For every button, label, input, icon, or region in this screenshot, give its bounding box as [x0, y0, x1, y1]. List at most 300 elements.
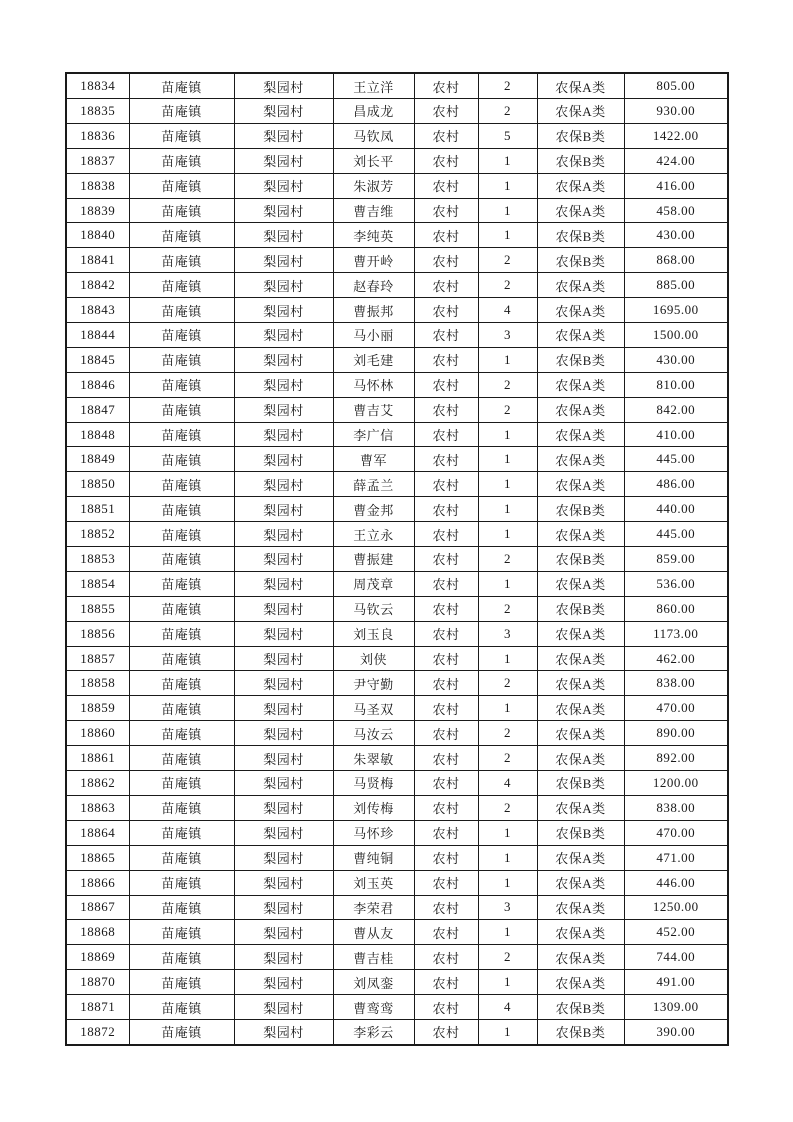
- cell-residence-type: 农村: [414, 497, 478, 522]
- cell-village: 梨园村: [234, 198, 333, 223]
- cell-town: 苗庵镇: [129, 771, 234, 796]
- cell-person-name: 刘玉良: [333, 621, 414, 646]
- cell-amount: 842.00: [624, 397, 728, 422]
- cell-town: 苗庵镇: [129, 1019, 234, 1045]
- cell-town: 苗庵镇: [129, 547, 234, 572]
- cell-person-count: 5: [478, 123, 537, 148]
- table-row: [66, 746, 728, 771]
- cell-insurance-category: 农保A类: [537, 472, 624, 497]
- cell-insurance-category: 农保B类: [537, 248, 624, 273]
- cell-town: 苗庵镇: [129, 248, 234, 273]
- cell-serial-number: 18856: [66, 621, 129, 646]
- cell-residence-type: 农村: [414, 970, 478, 995]
- cell-amount: 1173.00: [624, 621, 728, 646]
- cell-residence-type: 农村: [414, 372, 478, 397]
- cell-insurance-category: 农保A类: [537, 945, 624, 970]
- cell-town: 苗庵镇: [129, 945, 234, 970]
- table-row: [66, 173, 728, 198]
- cell-insurance-category: 农保B类: [537, 995, 624, 1020]
- cell-person-count: 1: [478, 347, 537, 372]
- cell-village: 梨园村: [234, 621, 333, 646]
- cell-town: 苗庵镇: [129, 696, 234, 721]
- cell-insurance-category: 农保A类: [537, 621, 624, 646]
- cell-serial-number: 18871: [66, 995, 129, 1020]
- cell-amount: 1500.00: [624, 323, 728, 348]
- cell-amount: 536.00: [624, 571, 728, 596]
- cell-person-name: 马怀林: [333, 372, 414, 397]
- table-row: [66, 995, 728, 1020]
- cell-serial-number: 18859: [66, 696, 129, 721]
- cell-residence-type: 农村: [414, 721, 478, 746]
- table-row: [66, 223, 728, 248]
- cell-residence-type: 农村: [414, 248, 478, 273]
- cell-amount: 805.00: [624, 73, 728, 99]
- cell-person-count: 2: [478, 397, 537, 422]
- cell-insurance-category: 农保A类: [537, 372, 624, 397]
- table-row: [66, 820, 728, 845]
- cell-person-name: 曹吉桂: [333, 945, 414, 970]
- cell-residence-type: 农村: [414, 397, 478, 422]
- cell-serial-number: 18854: [66, 571, 129, 596]
- cell-village: 梨园村: [234, 347, 333, 372]
- cell-residence-type: 农村: [414, 422, 478, 447]
- cell-insurance-category: 农保A类: [537, 397, 624, 422]
- cell-person-count: 2: [478, 721, 537, 746]
- cell-town: 苗庵镇: [129, 273, 234, 298]
- table-row: [66, 571, 728, 596]
- cell-person-name: 曹振建: [333, 547, 414, 572]
- table-row: [66, 522, 728, 547]
- table-row: [66, 920, 728, 945]
- cell-person-name: 曹吉艾: [333, 397, 414, 422]
- cell-serial-number: 18862: [66, 771, 129, 796]
- cell-person-name: 王立洋: [333, 73, 414, 99]
- cell-insurance-category: 农保B类: [537, 497, 624, 522]
- cell-person-count: 1: [478, 223, 537, 248]
- cell-residence-type: 农村: [414, 273, 478, 298]
- cell-amount: 470.00: [624, 696, 728, 721]
- cell-person-count: 3: [478, 621, 537, 646]
- cell-person-name: 曹鸾鸾: [333, 995, 414, 1020]
- cell-person-name: 马钦云: [333, 596, 414, 621]
- cell-insurance-category: 农保A类: [537, 920, 624, 945]
- cell-insurance-category: 农保B类: [537, 820, 624, 845]
- cell-village: 梨园村: [234, 1019, 333, 1045]
- cell-residence-type: 农村: [414, 223, 478, 248]
- cell-residence-type: 农村: [414, 323, 478, 348]
- cell-person-name: 曹金邦: [333, 497, 414, 522]
- cell-town: 苗庵镇: [129, 397, 234, 422]
- cell-residence-type: 农村: [414, 99, 478, 124]
- cell-amount: 860.00: [624, 596, 728, 621]
- table-row: [66, 497, 728, 522]
- cell-village: 梨园村: [234, 173, 333, 198]
- cell-insurance-category: 农保B类: [537, 547, 624, 572]
- cell-person-name: 马贤梅: [333, 771, 414, 796]
- cell-person-name: 马汝云: [333, 721, 414, 746]
- cell-residence-type: 农村: [414, 148, 478, 173]
- cell-person-name: 王立永: [333, 522, 414, 547]
- cell-person-count: 1: [478, 970, 537, 995]
- cell-town: 苗庵镇: [129, 323, 234, 348]
- cell-person-name: 尹守勤: [333, 671, 414, 696]
- table-row: [66, 99, 728, 124]
- cell-person-count: 1: [478, 497, 537, 522]
- cell-insurance-category: 农保B类: [537, 148, 624, 173]
- cell-residence-type: 农村: [414, 347, 478, 372]
- cell-serial-number: 18850: [66, 472, 129, 497]
- cell-amount: 445.00: [624, 447, 728, 472]
- cell-serial-number: 18863: [66, 795, 129, 820]
- cell-serial-number: 18860: [66, 721, 129, 746]
- cell-village: 梨园村: [234, 746, 333, 771]
- table-row: [66, 447, 728, 472]
- cell-town: 苗庵镇: [129, 845, 234, 870]
- cell-person-count: 4: [478, 298, 537, 323]
- cell-serial-number: 18864: [66, 820, 129, 845]
- cell-amount: 838.00: [624, 671, 728, 696]
- cell-amount: 452.00: [624, 920, 728, 945]
- cell-amount: 1695.00: [624, 298, 728, 323]
- cell-insurance-category: 农保A类: [537, 571, 624, 596]
- cell-residence-type: 农村: [414, 995, 478, 1020]
- cell-town: 苗庵镇: [129, 148, 234, 173]
- cell-amount: 458.00: [624, 198, 728, 223]
- cell-insurance-category: 农保A类: [537, 323, 624, 348]
- cell-serial-number: 18837: [66, 148, 129, 173]
- cell-town: 苗庵镇: [129, 422, 234, 447]
- cell-town: 苗庵镇: [129, 497, 234, 522]
- cell-town: 苗庵镇: [129, 571, 234, 596]
- cell-residence-type: 农村: [414, 746, 478, 771]
- cell-serial-number: 18840: [66, 223, 129, 248]
- cell-town: 苗庵镇: [129, 522, 234, 547]
- cell-amount: 430.00: [624, 347, 728, 372]
- cell-village: 梨园村: [234, 721, 333, 746]
- cell-person-name: 马钦凤: [333, 123, 414, 148]
- cell-town: 苗庵镇: [129, 347, 234, 372]
- cell-person-count: 1: [478, 1019, 537, 1045]
- cell-amount: 838.00: [624, 795, 728, 820]
- cell-person-name: 李彩云: [333, 1019, 414, 1045]
- cell-village: 梨园村: [234, 596, 333, 621]
- cell-village: 梨园村: [234, 422, 333, 447]
- cell-person-count: 1: [478, 148, 537, 173]
- cell-town: 苗庵镇: [129, 795, 234, 820]
- cell-amount: 859.00: [624, 547, 728, 572]
- cell-village: 梨园村: [234, 273, 333, 298]
- cell-residence-type: 农村: [414, 795, 478, 820]
- cell-serial-number: 18855: [66, 596, 129, 621]
- cell-person-name: 昌成龙: [333, 99, 414, 124]
- cell-village: 梨园村: [234, 447, 333, 472]
- cell-town: 苗庵镇: [129, 173, 234, 198]
- cell-residence-type: 农村: [414, 845, 478, 870]
- cell-insurance-category: 农保A类: [537, 696, 624, 721]
- cell-town: 苗庵镇: [129, 123, 234, 148]
- cell-residence-type: 农村: [414, 596, 478, 621]
- cell-town: 苗庵镇: [129, 621, 234, 646]
- cell-amount: 744.00: [624, 945, 728, 970]
- table-row: [66, 248, 728, 273]
- cell-insurance-category: 农保A类: [537, 99, 624, 124]
- cell-serial-number: 18865: [66, 845, 129, 870]
- cell-amount: 892.00: [624, 746, 728, 771]
- cell-person-name: 马怀珍: [333, 820, 414, 845]
- table-row: [66, 945, 728, 970]
- cell-village: 梨园村: [234, 123, 333, 148]
- cell-town: 苗庵镇: [129, 895, 234, 920]
- cell-amount: 440.00: [624, 497, 728, 522]
- cell-village: 梨园村: [234, 223, 333, 248]
- cell-village: 梨园村: [234, 970, 333, 995]
- cell-insurance-category: 农保A类: [537, 646, 624, 671]
- cell-residence-type: 农村: [414, 771, 478, 796]
- cell-serial-number: 18845: [66, 347, 129, 372]
- cell-amount: 885.00: [624, 273, 728, 298]
- cell-town: 苗庵镇: [129, 472, 234, 497]
- cell-village: 梨园村: [234, 497, 333, 522]
- cell-town: 苗庵镇: [129, 73, 234, 99]
- cell-serial-number: 18867: [66, 895, 129, 920]
- cell-insurance-category: 农保A类: [537, 447, 624, 472]
- cell-amount: 1309.00: [624, 995, 728, 1020]
- cell-amount: 416.00: [624, 173, 728, 198]
- table-row: [66, 73, 728, 99]
- cell-person-count: 2: [478, 547, 537, 572]
- cell-insurance-category: 农保A类: [537, 870, 624, 895]
- cell-person-name: 曹开岭: [333, 248, 414, 273]
- cell-residence-type: 农村: [414, 298, 478, 323]
- cell-person-name: 朱翠敏: [333, 746, 414, 771]
- table-row: [66, 372, 728, 397]
- cell-town: 苗庵镇: [129, 447, 234, 472]
- cell-person-count: 2: [478, 746, 537, 771]
- cell-serial-number: 18866: [66, 870, 129, 895]
- cell-amount: 470.00: [624, 820, 728, 845]
- cell-town: 苗庵镇: [129, 970, 234, 995]
- cell-town: 苗庵镇: [129, 671, 234, 696]
- cell-serial-number: 18834: [66, 73, 129, 99]
- cell-person-count: 1: [478, 646, 537, 671]
- cell-insurance-category: 农保A类: [537, 721, 624, 746]
- cell-village: 梨园村: [234, 945, 333, 970]
- cell-amount: 1250.00: [624, 895, 728, 920]
- cell-residence-type: 农村: [414, 870, 478, 895]
- cell-serial-number: 18844: [66, 323, 129, 348]
- cell-serial-number: 18841: [66, 248, 129, 273]
- table-row: [66, 273, 728, 298]
- table-row: [66, 646, 728, 671]
- cell-person-name: 曹从友: [333, 920, 414, 945]
- table-row: [66, 795, 728, 820]
- cell-serial-number: 18853: [66, 547, 129, 572]
- cell-serial-number: 18846: [66, 372, 129, 397]
- cell-residence-type: 农村: [414, 447, 478, 472]
- cell-person-name: 李荣君: [333, 895, 414, 920]
- cell-town: 苗庵镇: [129, 920, 234, 945]
- cell-village: 梨园村: [234, 646, 333, 671]
- cell-person-count: 2: [478, 73, 537, 99]
- cell-person-name: 刘毛建: [333, 347, 414, 372]
- table-row: [66, 1019, 728, 1045]
- cell-person-count: 1: [478, 447, 537, 472]
- cell-serial-number: 18835: [66, 99, 129, 124]
- table-row: [66, 298, 728, 323]
- cell-serial-number: 18851: [66, 497, 129, 522]
- cell-village: 梨园村: [234, 298, 333, 323]
- cell-amount: 810.00: [624, 372, 728, 397]
- cell-person-count: 1: [478, 198, 537, 223]
- cell-person-name: 曹振邦: [333, 298, 414, 323]
- table-body: [66, 73, 728, 1045]
- cell-village: 梨园村: [234, 522, 333, 547]
- roster-table: [65, 72, 729, 1046]
- cell-person-count: 1: [478, 845, 537, 870]
- cell-person-count: 1: [478, 522, 537, 547]
- cell-village: 梨园村: [234, 920, 333, 945]
- cell-residence-type: 农村: [414, 571, 478, 596]
- cell-village: 梨园村: [234, 547, 333, 572]
- table-row: [66, 422, 728, 447]
- cell-serial-number: 18839: [66, 198, 129, 223]
- cell-insurance-category: 农保A类: [537, 746, 624, 771]
- cell-person-count: 1: [478, 820, 537, 845]
- cell-person-name: 刘侠: [333, 646, 414, 671]
- cell-person-name: 赵春玲: [333, 273, 414, 298]
- cell-town: 苗庵镇: [129, 223, 234, 248]
- cell-person-count: 2: [478, 99, 537, 124]
- cell-person-name: 刘长平: [333, 148, 414, 173]
- cell-residence-type: 农村: [414, 547, 478, 572]
- cell-person-count: 1: [478, 870, 537, 895]
- cell-insurance-category: 农保A类: [537, 895, 624, 920]
- cell-amount: 868.00: [624, 248, 728, 273]
- cell-person-name: 周茂章: [333, 571, 414, 596]
- cell-residence-type: 农村: [414, 198, 478, 223]
- cell-person-count: 4: [478, 771, 537, 796]
- cell-residence-type: 农村: [414, 820, 478, 845]
- table-row: [66, 895, 728, 920]
- cell-residence-type: 农村: [414, 472, 478, 497]
- cell-insurance-category: 农保B类: [537, 347, 624, 372]
- cell-insurance-category: 农保A类: [537, 970, 624, 995]
- cell-village: 梨园村: [234, 571, 333, 596]
- cell-insurance-category: 农保B类: [537, 1019, 624, 1045]
- cell-person-count: 2: [478, 248, 537, 273]
- cell-person-count: 1: [478, 472, 537, 497]
- table-row: [66, 771, 728, 796]
- table-row: [66, 696, 728, 721]
- cell-town: 苗庵镇: [129, 721, 234, 746]
- cell-serial-number: 18861: [66, 746, 129, 771]
- cell-town: 苗庵镇: [129, 198, 234, 223]
- cell-amount: 491.00: [624, 970, 728, 995]
- cell-person-count: 1: [478, 173, 537, 198]
- cell-village: 梨园村: [234, 323, 333, 348]
- cell-insurance-category: 农保A类: [537, 298, 624, 323]
- cell-serial-number: 18836: [66, 123, 129, 148]
- cell-insurance-category: 农保A类: [537, 198, 624, 223]
- cell-town: 苗庵镇: [129, 99, 234, 124]
- cell-serial-number: 18849: [66, 447, 129, 472]
- cell-village: 梨园村: [234, 845, 333, 870]
- cell-amount: 1422.00: [624, 123, 728, 148]
- cell-residence-type: 农村: [414, 522, 478, 547]
- cell-serial-number: 18842: [66, 273, 129, 298]
- cell-person-count: 3: [478, 895, 537, 920]
- cell-person-count: 1: [478, 571, 537, 596]
- cell-town: 苗庵镇: [129, 995, 234, 1020]
- cell-residence-type: 农村: [414, 1019, 478, 1045]
- cell-village: 梨园村: [234, 795, 333, 820]
- cell-village: 梨园村: [234, 148, 333, 173]
- cell-amount: 890.00: [624, 721, 728, 746]
- cell-insurance-category: 农保A类: [537, 73, 624, 99]
- cell-insurance-category: 农保B类: [537, 596, 624, 621]
- cell-amount: 471.00: [624, 845, 728, 870]
- cell-village: 梨园村: [234, 248, 333, 273]
- table-row: [66, 596, 728, 621]
- cell-village: 梨园村: [234, 995, 333, 1020]
- cell-insurance-category: 农保A类: [537, 522, 624, 547]
- table-row: [66, 671, 728, 696]
- table-row: [66, 323, 728, 348]
- cell-person-count: 1: [478, 920, 537, 945]
- table-row: [66, 547, 728, 572]
- cell-insurance-category: 农保B类: [537, 123, 624, 148]
- cell-person-name: 曹纯铜: [333, 845, 414, 870]
- cell-village: 梨园村: [234, 771, 333, 796]
- cell-serial-number: 18847: [66, 397, 129, 422]
- cell-person-count: 2: [478, 372, 537, 397]
- cell-insurance-category: 农保B类: [537, 771, 624, 796]
- cell-person-name: 马小丽: [333, 323, 414, 348]
- cell-serial-number: 18872: [66, 1019, 129, 1045]
- cell-person-count: 1: [478, 422, 537, 447]
- cell-residence-type: 农村: [414, 671, 478, 696]
- cell-serial-number: 18838: [66, 173, 129, 198]
- cell-serial-number: 18843: [66, 298, 129, 323]
- cell-amount: 446.00: [624, 870, 728, 895]
- cell-village: 梨园村: [234, 671, 333, 696]
- cell-town: 苗庵镇: [129, 596, 234, 621]
- table-row: [66, 397, 728, 422]
- cell-person-name: 朱淑芳: [333, 173, 414, 198]
- cell-village: 梨园村: [234, 820, 333, 845]
- cell-residence-type: 农村: [414, 696, 478, 721]
- cell-insurance-category: 农保A类: [537, 422, 624, 447]
- cell-person-name: 李纯英: [333, 223, 414, 248]
- cell-person-name: 刘传梅: [333, 795, 414, 820]
- cell-person-count: 2: [478, 596, 537, 621]
- cell-person-name: 刘玉英: [333, 870, 414, 895]
- cell-person-count: 2: [478, 795, 537, 820]
- cell-village: 梨园村: [234, 472, 333, 497]
- cell-amount: 462.00: [624, 646, 728, 671]
- cell-town: 苗庵镇: [129, 870, 234, 895]
- cell-person-count: 4: [478, 995, 537, 1020]
- cell-serial-number: 18858: [66, 671, 129, 696]
- cell-serial-number: 18868: [66, 920, 129, 945]
- cell-insurance-category: 农保A类: [537, 845, 624, 870]
- table-row: [66, 347, 728, 372]
- table-row: [66, 148, 728, 173]
- cell-amount: 1200.00: [624, 771, 728, 796]
- cell-amount: 410.00: [624, 422, 728, 447]
- table-row: [66, 721, 728, 746]
- cell-amount: 486.00: [624, 472, 728, 497]
